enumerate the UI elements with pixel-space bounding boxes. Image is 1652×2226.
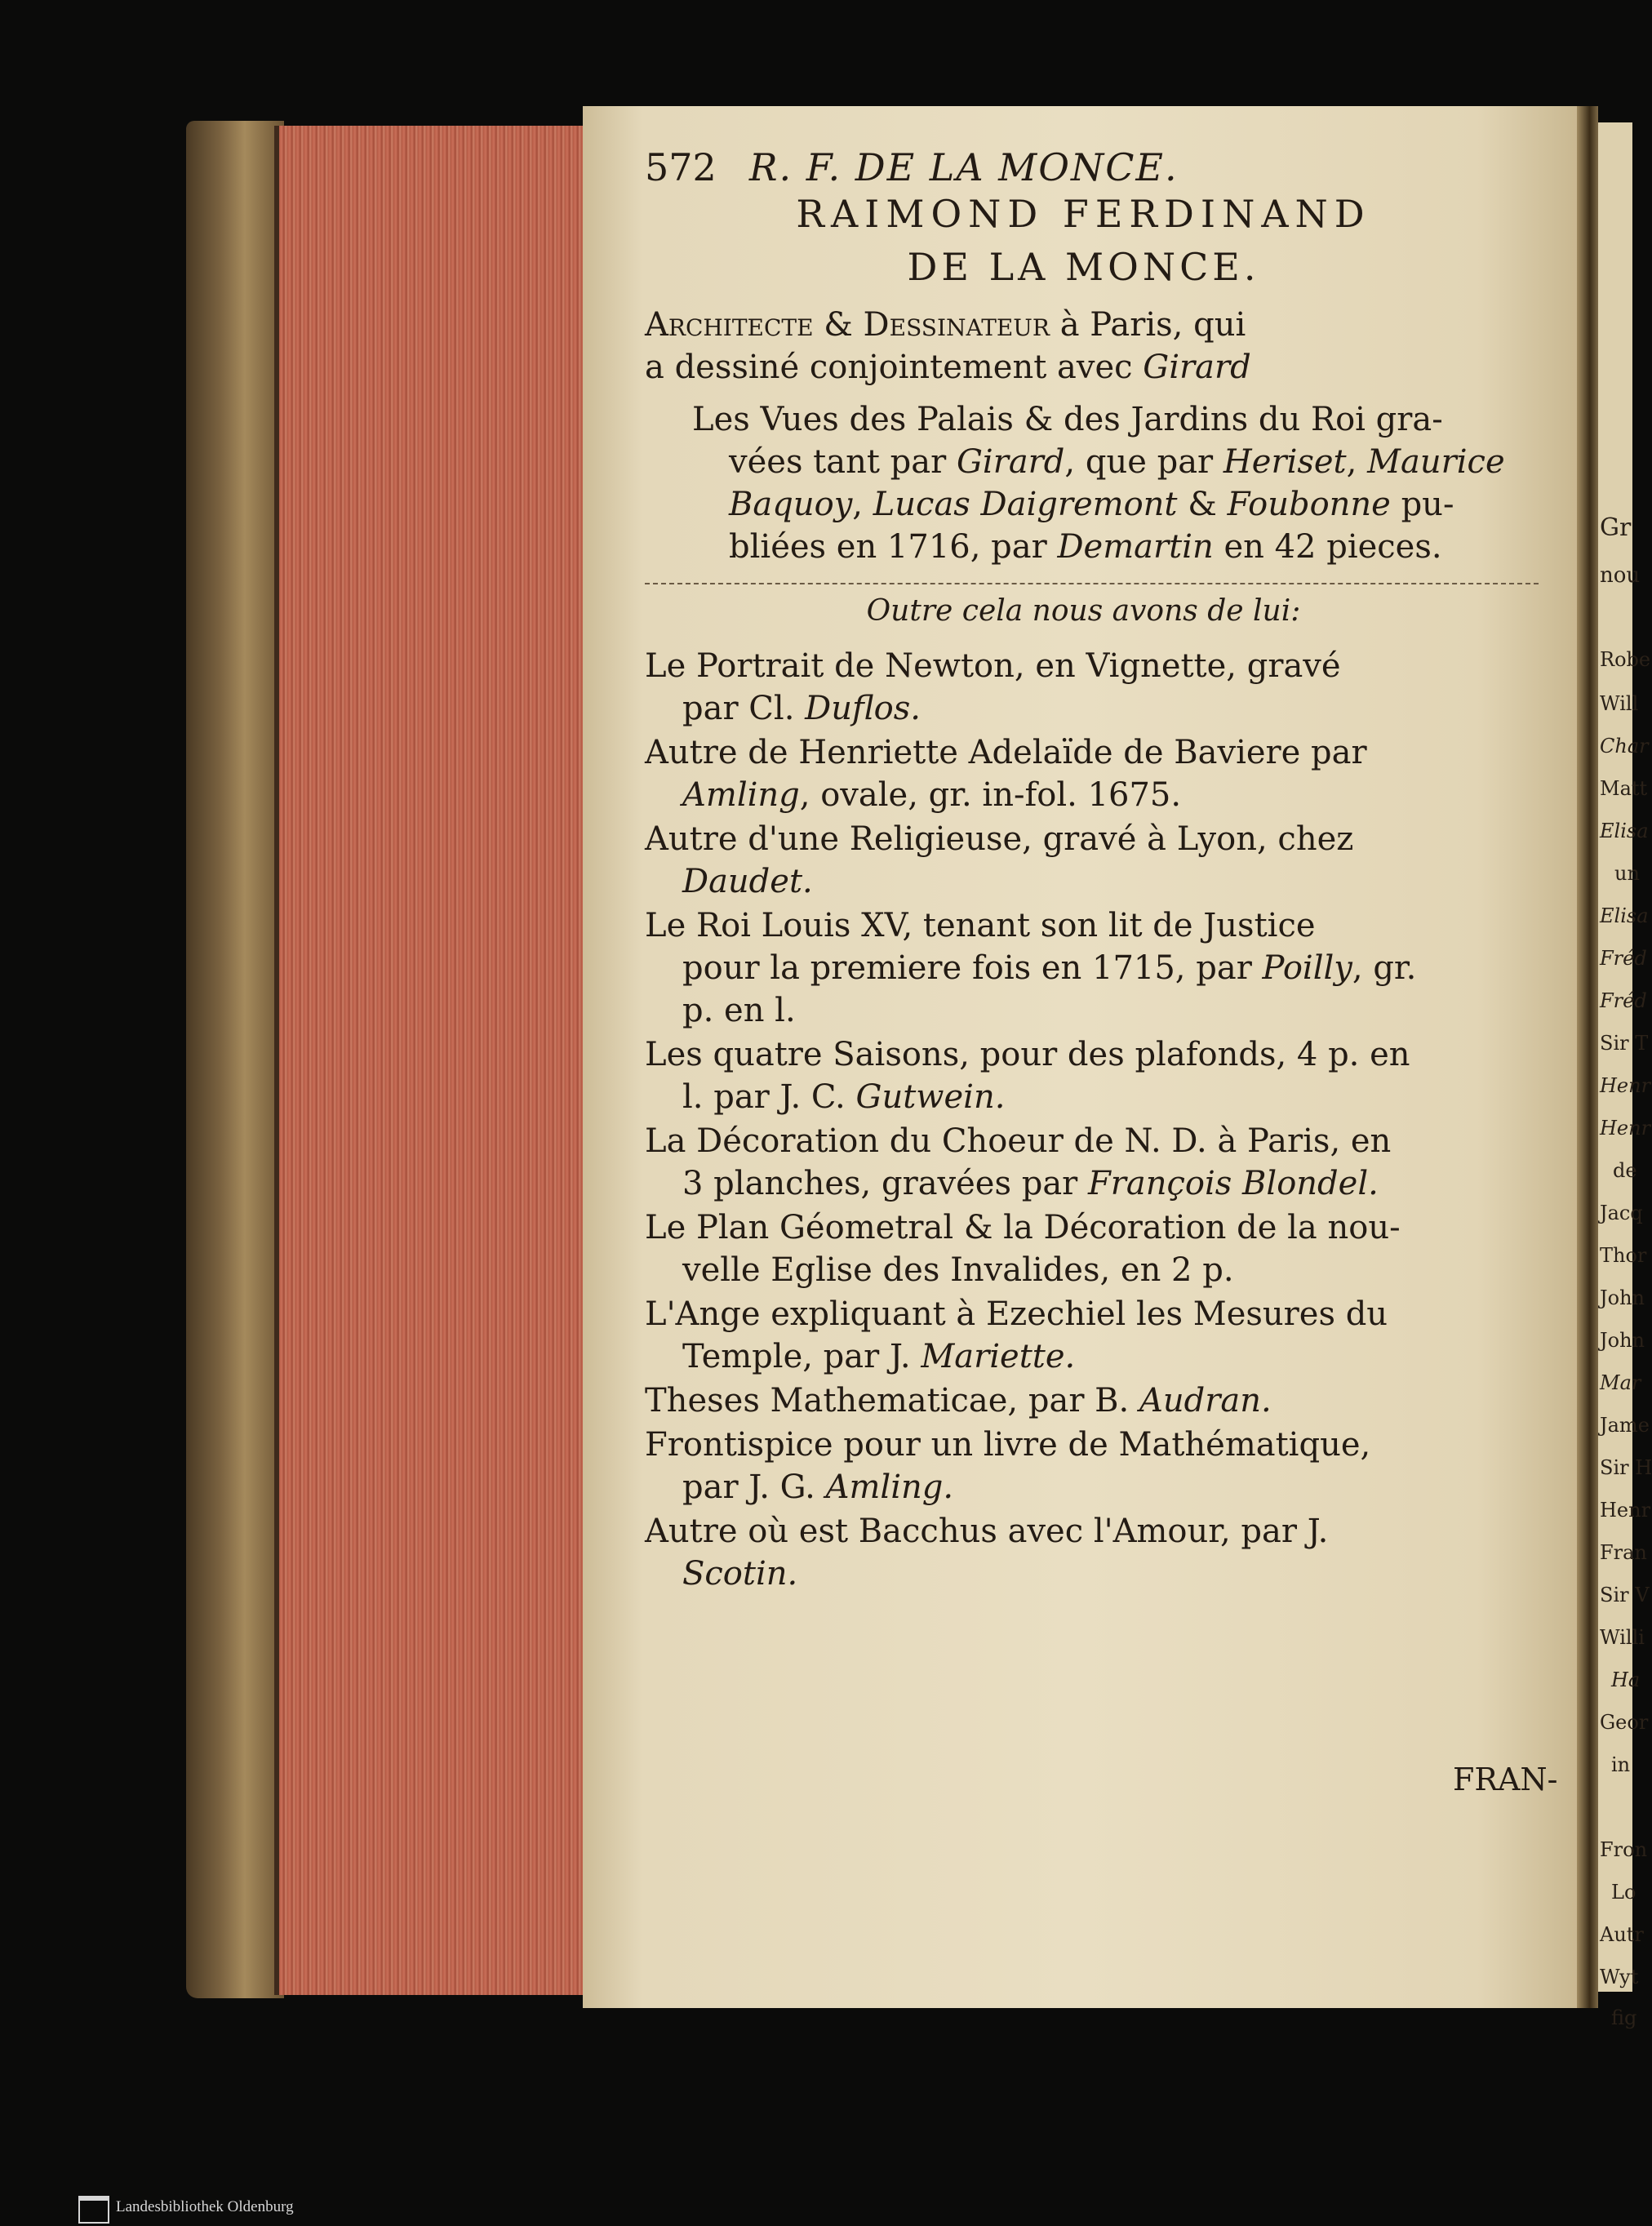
entry-line: Scotin.	[682, 1555, 798, 1593]
entry-line: La Décoration du Choeur de N. D. à Paris, en	[645, 1122, 1392, 1160]
fragment-line: nou	[1600, 563, 1641, 588]
entry-line: Le Plan Géometral & la Décoration de la nou-	[645, 1209, 1401, 1246]
fragment-line: in	[1611, 1753, 1631, 1776]
entry-line: Autre d'une Religieuse, gravé à Lyon, chez	[645, 820, 1354, 858]
fragment-line: Jame	[1600, 1414, 1650, 1437]
vues-line: bliées en 1716, par Demartin en 42 pieces.	[729, 528, 1442, 566]
fragment-line: Elisa	[1600, 820, 1649, 842]
vues-line: Baquoy, Lucas Daigremont & Foubonne pu-	[729, 486, 1454, 523]
entry-line: p. en l.	[682, 992, 796, 1029]
fragment-line: Lo	[1611, 1881, 1636, 1904]
fragment-line: Fron	[1600, 1838, 1648, 1861]
viewer-footer	[0, 2189, 1632, 2226]
entry-line: velle Eglise des Invalides, en 2 p.	[682, 1251, 1234, 1289]
running-title: R. F. DE LA MONCE.	[748, 145, 1179, 189]
fragment-line: Will	[1600, 692, 1639, 715]
catchword: FRAN-	[1453, 1762, 1558, 1797]
fragment-line: Gr	[1600, 513, 1632, 542]
page-number: 572	[645, 145, 717, 189]
facing-page-fragment	[1598, 122, 1652, 2029]
book-gutter	[1577, 106, 1598, 2008]
entry-line: 3 planches, gravées par François Blondel.	[682, 1165, 1379, 1202]
page-edges	[274, 126, 590, 1995]
fragment-line: de	[1613, 1159, 1637, 1182]
entry-line: pour la premiere fois en 1715, par Poilly, gr.	[682, 949, 1417, 987]
fragment-line: Sir V	[1600, 1584, 1650, 1606]
fragment-line: John	[1600, 1286, 1645, 1309]
subheading: Outre cela nous avons de lui:	[866, 594, 1301, 628]
entry-line: Les quatre Saisons, pour des plafonds, 4 p. en	[645, 1036, 1410, 1073]
entry-line: Le Portrait de Newton, en Vignette, gravé	[645, 647, 1341, 685]
fragment-line: Henr	[1600, 1499, 1651, 1522]
fragment-line: Fréd	[1600, 989, 1647, 1012]
entry-line: Amling, ovale, gr. in-fol. 1675.	[682, 776, 1182, 814]
entry-line: Autre où est Bacchus avec l'Amour, par J.	[645, 1513, 1329, 1550]
book-cover-edge	[186, 121, 284, 1998]
entry-title-line-2: DE LA MONCE.	[907, 245, 1260, 289]
entry-line: Le Roi Louis XV, tenant son lit de Justice	[645, 907, 1316, 944]
entry-line: l. par J. C. Gutwein.	[682, 1078, 1006, 1116]
section-rule	[645, 583, 1539, 584]
fragment-line: Autr	[1600, 1923, 1644, 1946]
intro-line: Architecte & Dessinateur à Paris, qui	[645, 306, 1246, 344]
fragment-line: un	[1614, 862, 1640, 885]
entry-title-line-1: RAIMOND FERDINAND	[796, 192, 1371, 236]
fragment-line: Jacq	[1600, 1202, 1643, 1224]
fragment-line: Robe	[1600, 648, 1651, 671]
entry-line: Frontispice pour un livre de Mathématique,	[645, 1426, 1371, 1464]
fragment-line: Matt	[1600, 777, 1648, 800]
fragment-line: Henr	[1600, 1074, 1651, 1097]
fragment-line: Elisa	[1600, 904, 1649, 927]
fragment-line: Thor	[1600, 1244, 1647, 1267]
entry-line: Daudet.	[682, 863, 813, 900]
entry-line: Temple, par J. Mariette.	[682, 1338, 1076, 1375]
fragment-line: Fran	[1600, 1541, 1647, 1564]
library-building-icon	[78, 2196, 109, 2224]
library-name: Landesbibliothek Oldenburg	[116, 2198, 294, 2215]
entry-line: par Cl. Duflos.	[682, 690, 921, 727]
fragment-line: Mar	[1600, 1371, 1641, 1394]
fragment-line: Ha	[1611, 1668, 1641, 1691]
fragment-line: Henr	[1600, 1117, 1651, 1140]
intro-line: a dessiné conjointement avec Girard	[645, 349, 1251, 386]
fragment-line: Geor	[1600, 1711, 1649, 1734]
entry-line: par J. G. Amling.	[682, 1468, 954, 1506]
fragment-line: Fréd	[1600, 947, 1647, 970]
fragment-line: Sir H	[1600, 1456, 1652, 1479]
vues-line: vées tant par Girard, que par Heriset, Maurice	[729, 443, 1505, 481]
fragment-line: Wyt	[1600, 1966, 1639, 1988]
fragment-line: fig	[1611, 2006, 1637, 2029]
entry-line: L'Ange expliquant à Ezechiel les Mesures du	[645, 1295, 1388, 1333]
fragment-line: Willi	[1600, 1626, 1645, 1649]
entry-line: Autre de Henriette Adelaïde de Baviere par	[645, 734, 1367, 771]
vues-line: Les Vues des Palais & des Jardins du Roi gra-	[692, 401, 1443, 438]
fragment-line: Sir T	[1600, 1032, 1649, 1055]
running-head	[645, 145, 1179, 189]
fragment-line: Char	[1600, 735, 1649, 758]
entry-line: Theses Mathematicae, par B. Audran.	[645, 1382, 1272, 1420]
fragment-line: John	[1600, 1329, 1645, 1352]
